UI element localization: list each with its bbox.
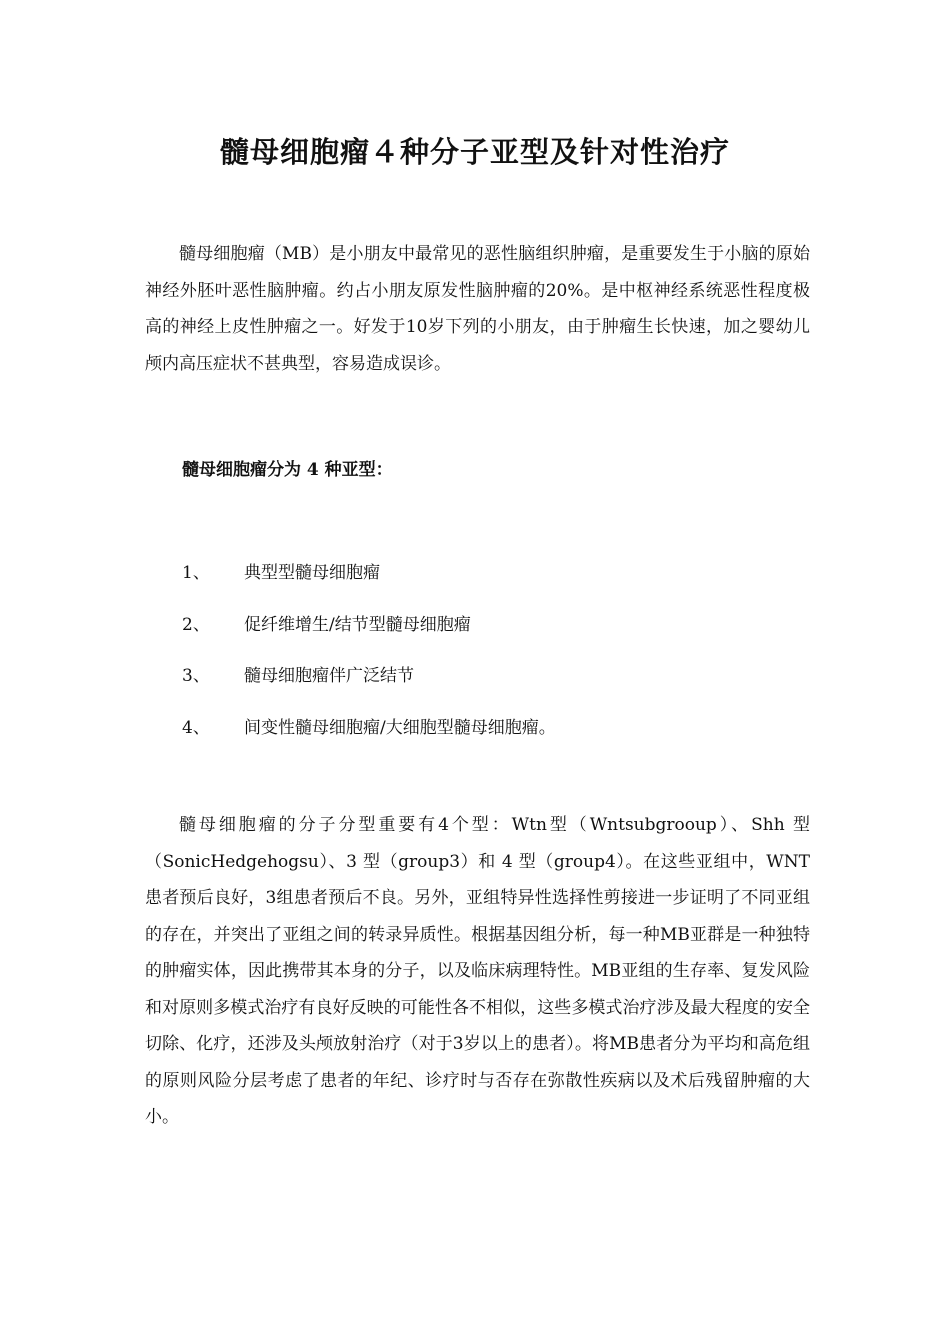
list-item-label: 典型型髓母细胞瘤 xyxy=(244,563,380,583)
list-item-label: 促纤维增生/结节型髓母细胞瘤 xyxy=(244,614,471,635)
list-item xyxy=(182,558,556,610)
list-item-number: 2、 xyxy=(182,614,210,635)
document-title: 髓母细胞瘤４种分子亚型及针对性治疗 xyxy=(219,135,730,169)
molecular-subtypes-paragraph: 髓母细胞瘤的分子分型重要有4个型：Wtn型（Wntsubgrooup）、Shh 型（SonicHedgehogsu）、3 型（group3）和 4 型（group4）。在这些亚组中，WNT患者预后良好，3组患者预后不良。另外，亚组特异性选择性剪接进一步证明了不同亚组的存在，并突出了亚组之间的转录异质性。根据基因组分析，每一种MB亚群是一种独特的肿瘤实体，因此携带其本身的分子，以及临床病理特性。MB亚组的生存率、复发风险和对原则多模式治疗有良好反映的可能性各不相似，这些多模式治疗涉及最大程度的安全切除、化疗，还涉及头颅放射治疗（对于3岁以上的患者）。将MB患者分为平均和高危组的原则风险分层考虑了患者的年纪、诊疗时与否存在弥散性疾病以及术后残留肿瘤的大小。 xyxy=(145,815,810,1127)
subtypes-list xyxy=(182,558,556,764)
list-item xyxy=(182,713,556,765)
list-item-number: 1、 xyxy=(182,563,210,583)
list-item xyxy=(182,661,556,713)
subtypes-heading: 髓母细胞瘤分为 4 种亚型： xyxy=(182,460,393,480)
list-item-label: 间变性髓母细胞瘤/大细胞型髓母细胞瘤。 xyxy=(244,717,556,738)
intro-paragraph: 髓母细胞瘤（MB）是小朋友中最常见的恶性脑组织肿瘤，是重要发生于小脑的原始神经外胚叶恶性脑肿瘤。约占小朋友原发性脑肿瘤的20%。是中枢神经系统恶性程度极高的神经上皮性肿瘤之一。好发于10岁下列的小朋友，由于肿瘤生长快速，加之婴幼儿颅内高压症状不甚典型，容易造成误诊。 xyxy=(145,244,810,374)
list-item-number: 4、 xyxy=(182,717,210,738)
list-item xyxy=(182,610,556,662)
list-item-label: 髓母细胞瘤伴广泛结节 xyxy=(244,666,414,686)
list-item-number: 3、 xyxy=(182,666,210,686)
